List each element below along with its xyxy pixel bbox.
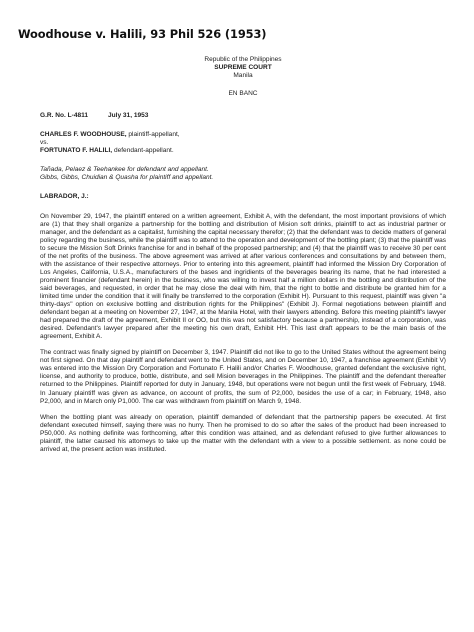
plaintiff-role: plaintiff-appellant, bbox=[126, 131, 180, 139]
defendant-name: FORTUNATO F. HALILI, bbox=[40, 147, 113, 155]
versus: vs. bbox=[40, 139, 49, 147]
document-body bbox=[40, 56, 446, 454]
court-city: Manila bbox=[233, 72, 253, 80]
paragraph: When the bottling plant was already on operation, plaintiff demanded of defendant that the partnership papers be executed. At first defendant executed himself, saying there was no hurry. Then he promised to do so after the sales of the product had been increased to P50,000. As nothing definite was forthcoming, after this condition was attained, and as defendant refused to give further allowances to plaintiff, the latter caused his attorneys to take up the matter with the defendant with a view to a possible settlement. as none could be arrived at, the present action was instituted. bbox=[40, 413, 446, 453]
defendant-line bbox=[40, 147, 446, 155]
defendant-role: defendant-appellant. bbox=[112, 147, 174, 155]
paragraph: The contract was finally signed by plaintiff on December 3, 1947. Plaintiff did not like to go to the United States without the agreement being not first signed. On that day plaintiff and defendant went to the United States, and on December 10, 1947, a franchise agreement (Exhibit V) was entered into the Mission Dry Corporation and Fortunato F. Halili and/or Charles F. Woodhouse, granted defendant the exclusive right, license, and authority to produce, bottle, distribute, and sell Mision beverages in the Philippines. The plaintiff and the defendant thereafter returned to the Philippines. Plaintiff reported for duty in January, 1948, but operations were not begun until the first week of February, 1948. In January plaintiff was given as advance, on account of profits, the sum of P2,000, besides the use of a car; in February, 1948, also P2,000, and in March only P1,000. The car was withdrawn from plaintiff on March 9, 1948. bbox=[40, 349, 446, 405]
ponente: LABRADOR, J.: bbox=[40, 193, 89, 201]
plaintiff-name: CHARLES F. WOODHOUSE, bbox=[40, 131, 127, 139]
case-number-line bbox=[40, 112, 446, 120]
counsel-plaintiff: Gibbs, Gibbs, Chuidian & Quasha for plaintiff and appellant. bbox=[40, 174, 214, 182]
parties bbox=[40, 131, 446, 155]
counsel-block bbox=[40, 166, 446, 182]
republic-line: Republic of the Philippines bbox=[204, 56, 282, 63]
document-title: Woodhouse v. Halili, 93 Phil 526 (1953) bbox=[18, 27, 267, 41]
court-division: EN BANC bbox=[228, 90, 258, 98]
case-number: G.R. No. L-4811 bbox=[40, 112, 89, 120]
case-date: July 31, 1953 bbox=[108, 112, 149, 120]
paragraph: On November 29, 1947, the plaintiff entered on a written agreement, Exhibit A, with the defendant, the most important provisions of which are (1) that they shall organize a partnership for the bottling and distribution of Mision soft drinks, plaintiff to act as industrial partner or manager, and the defendant as a capitalist, furnishing the capital necessary therefor; (2) that the defendant was to decide matters of general policy regarding the business, while the plaintiff was to attend to the operation and development of the bottling plant; (3) that the plaintiff was to secure the Mission Soft Drinks franchise for and in behalf of the proposed partnership; and (4) that the plaintiff was to receive 30 per cent of the net profits of the business. The above agreement was arrived at after various conferences and consultations by and between them, with the assistance of their respective attorneys. Prior to entering into this agreement, plaintiff had informed the Mission Dry Corporation of Los Angeles, California, U.S.A., manufacturers of the bases and ingridients of the beverages bearing its name, that he had interested a prominent financier (defendant herein) in the business, who was willing to invest half a million dollars in the bottling and distribution of the said beverages, and requested, in order that he may close the deal with him, that the right to bottle and distribute be granted him for a limited time under the condition that it will finally be transferred to the corporation (Exhibit H). Pursuant to this request, plaintiff was given "a thirty-days" option on exclusive bottling and distribution rights for the Philippines" (Exhibit J). Formal negotiations between plaintiff and defendant began at a meeting on November 27, 1947, at the Manila Hotel, with their lawyers attending. Before this meeting plaintiff's lawyer had prepared the draft of the agreement, Exhibit II or OO, but this was not satisfactory because a partnership, instead of a corporation, was desired. Defendant's lawyer prepared after the meeting his own draft, Exhibit HH. This last draft appears to be the main basis of the agreement, Exhibit A. bbox=[40, 212, 446, 341]
plaintiff-line bbox=[40, 131, 446, 139]
court-header bbox=[40, 56, 446, 98]
court-name: SUPREME COURT bbox=[214, 64, 272, 72]
counsel-defendant: Tañada, Pelaez & Teehankee for defendant and appellant. bbox=[40, 166, 209, 174]
